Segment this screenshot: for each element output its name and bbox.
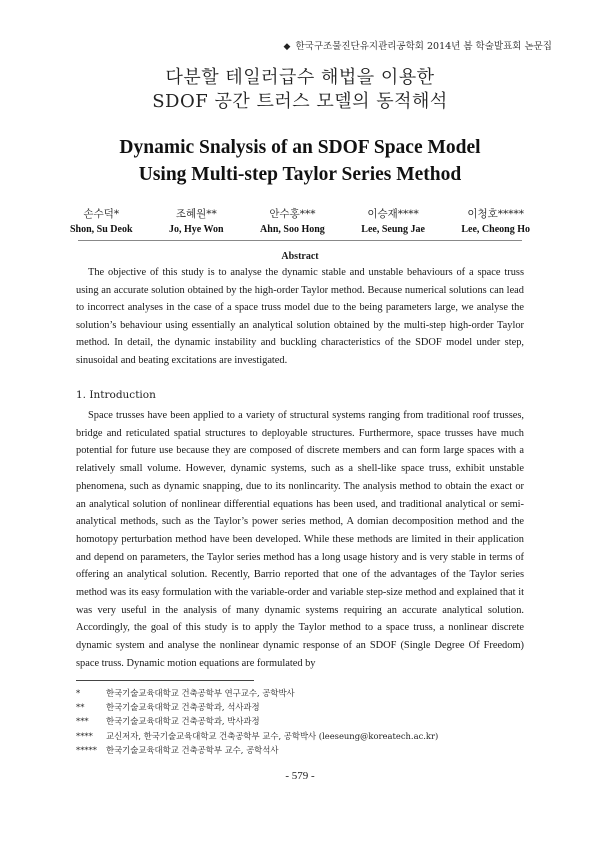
footnote-text: 한국기술교육대학교 건축공학부 교수, 공학석사 [106,744,279,755]
author-5 [461,206,530,237]
author-korean-name: 안수홍*** [269,208,316,220]
running-header [284,38,552,52]
author-english-name: Shon, Su Deok [70,224,133,235]
author-list [70,206,530,237]
footnote-text: 교신저자, 한국기술교육대학교 건축공학부 교수, 공학박사 (leeseung@koreatech.ac.kr) [106,730,439,741]
footnote [76,700,526,714]
footnote-text: 한국기술교육대학교 건축공학부 연구교수, 공학박사 [106,688,295,698]
footnote-mark: *** [76,716,89,727]
author-english-name: Jo, Hye Won [169,224,224,235]
footnote-mark: * [76,688,81,698]
footnote-mark: **** [76,730,93,741]
footnote [76,686,526,700]
korean-title-line-1: 다분할 테일러급수 해법을 이용한 [165,67,435,88]
abstract-text: The objective of this study is to analyse the dynamic stable and unstable behaviours of a space truss using an accurate solution obtained by the high-order Taylor method. Because numerical solutions can lead to incorrect analyses in the case of a space truss model due to the being parameters large, we analyse the solution’s behaviour using essentially an analytical solution obtained by the multi-step high-order Taylor method. In detail, the dynamic instability and buckling characteristics of the SDOF model under step, sinusoidal and beating excitations are investigated. [76,267,524,366]
diamond-icon: ◆ [283,42,291,52]
footnote [76,743,526,757]
footnote-text: 한국기술교육대학교 건축공학과, 석사과정 [106,702,260,713]
author-english-name: Lee, Seung Jae [361,224,425,235]
footnote [76,714,526,728]
abstract-heading: Abstract [281,251,319,262]
author-korean-name: 조혜원** [175,208,217,220]
footnote-text: 한국기술교육대학교 건축공학과, 박사과정 [106,716,260,727]
footnote-mark: ** [76,702,85,713]
author-korean-name: 손수덕* [83,208,120,220]
author-2 [169,206,224,237]
author-korean-name: 이청호***** [467,208,525,220]
header-text: 한국구조물진단유지관리공학회 2014년 봄 학술발표회 논문집 [295,41,552,52]
author-1 [70,206,133,237]
footnote [76,729,526,743]
author-korean-name: 이승재**** [367,208,419,220]
author-4 [361,206,425,237]
introduction-text: Space trusses have been applied to a variety of structural systems ranging from traditional roof trusses, bridge and reticulated spatial structures to deployable structures. Furthermore, space trusses have much potential for future use because they are composed of discrete members and can form large spaces with a relatively small volume. However, dynamic systems, such as a shell-like space truss, exhibit unstable phenomena, such as dynamic snapping, due to its nonlincarity. The analysis method to obtain the exact or an analytical solution of nonlinear differential equations has been used, and traditional analytical or semi-analytical methods, such as the Taylor’s power series method, A domian decomposition method and the homotopy perturbation method have been developed. While these methods are limited in their application and depend on parameters, the Taylor series method has a long usage history and is very stable in terms of offering an analytical solution. Recently, Barrio reported that one of the advantages of the Taylor series method was its easy formulation with the variable-order and variable step-size method and explained that it was very useful in the analysis of many dynamic systems requiring an accurate analytical solution. Accordingly, the goal of this study is to apply the Taylor method to a space truss, a nonlinear discrete dynamic system and analyse the nonlinear dynamic response of an SDOF (Single Degree Of Freedom) space truss. Dynamic motion equations are formulated by [76,410,524,669]
footnote-divider [76,680,254,681]
korean-title [0,66,600,114]
page-number: - 579 - [285,770,315,782]
footnotes [76,686,526,757]
english-title-line-2: Using Multi-step Taylor Series Method [138,164,462,185]
korean-title-line-2: SDOF 공간 트러스 모델의 동적해석 [152,91,448,112]
footnote-mark: ***** [76,744,97,755]
author-english-name: Lee, Cheong Ho [461,224,530,235]
author-divider [78,240,522,241]
english-title-line-1: Dynamic Snalysis of an SDOF Space Model [119,137,481,158]
author-3 [260,206,325,237]
section-title-introduction: 1. Introduction [76,389,156,401]
english-title [0,134,600,188]
author-english-name: Ahn, Soo Hong [260,224,325,235]
